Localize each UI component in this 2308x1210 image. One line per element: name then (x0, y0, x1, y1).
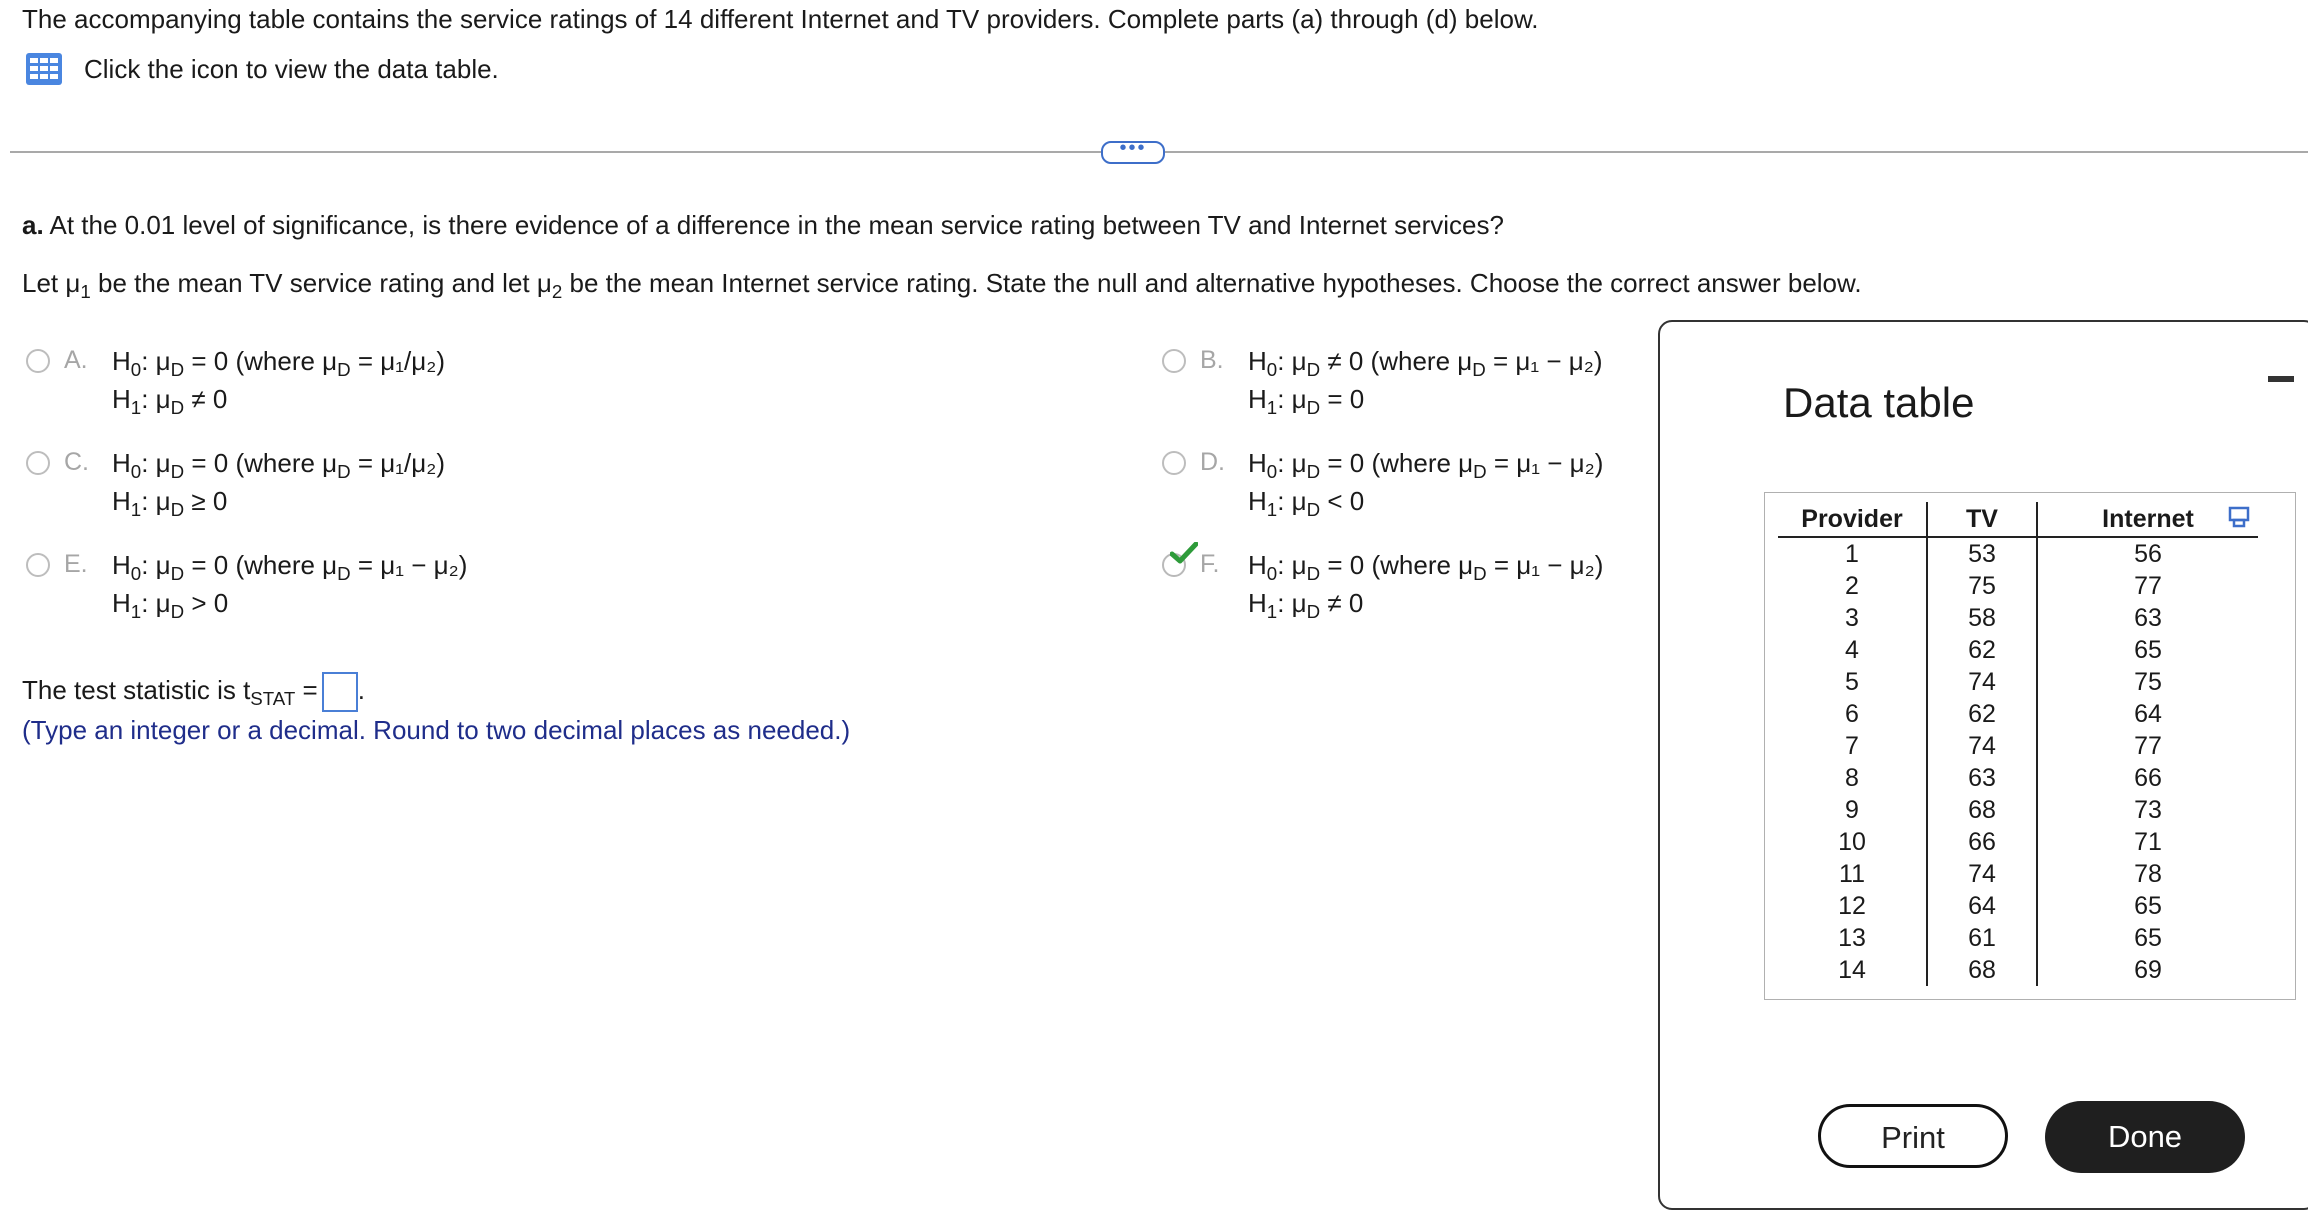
null-hypothesis: $H_0$: $\mu_D = 0$ (where $\mu_D = \mu_1/\mu_2$) (112, 448, 446, 482)
cell-tv: 74 (1927, 666, 2037, 698)
cell-provider: 1 (1778, 537, 1927, 570)
cell-provider: 9 (1778, 794, 1927, 826)
option-letter: C. (64, 448, 89, 476)
cell-tv: 68 (1927, 954, 2037, 986)
cell-tv: 62 (1927, 634, 2037, 666)
cell-tv: 66 (1927, 826, 2037, 858)
intro-text: The accompanying table contains the service ratings of 14 different Internet and TV providers. Complete parts (a) through (d) below. (22, 4, 1539, 34)
table-row (1778, 602, 2258, 634)
alternative-hypothesis: $H_1$: $\mu_D \ne 0$ (112, 384, 228, 418)
cell-internet: 65 (2134, 924, 2162, 952)
panel-title: Data table (1783, 379, 1975, 426)
null-hypothesis: $H_0$: $\mu_D = 0$ (where $\mu_D = \mu_1 - \mu_2$) (112, 550, 468, 584)
cell-provider: 13 (1778, 922, 1927, 954)
header-tv: TV (1927, 502, 2037, 537)
cell-provider: 4 (1778, 634, 1927, 666)
input-hint: (Type an integer or a decimal. Round to two decimal places as needed.) (22, 715, 851, 745)
cell-provider: 8 (1778, 762, 1927, 794)
cell-provider: 12 (1778, 890, 1927, 922)
table-row (1778, 794, 2258, 826)
cell-tv: 63 (1927, 762, 2037, 794)
cell-internet: 56 (2134, 540, 2162, 568)
table-row (1778, 858, 2258, 890)
option-a[interactable] (26, 346, 1106, 426)
cell-provider: 5 (1778, 666, 1927, 698)
cell-internet: 64 (2134, 700, 2162, 728)
part-a-text: At the 0.01 level of significance, is there evidence of a difference in the mean service rating between TV and Internet services? (49, 210, 1504, 240)
option-letter: F. (1200, 550, 1220, 578)
cell-provider: 10 (1778, 826, 1927, 858)
option-d[interactable] (1162, 448, 1662, 528)
cell-tv: 64 (1927, 890, 2037, 922)
cell-internet: 75 (2134, 668, 2162, 696)
hypotheses-instruction: Let $\mu_1$ be the mean TV service rating and let $\mu_2$ be the mean Internet service rating. State the null and alternative hypotheses. Choose the correct answer below. (22, 268, 1862, 302)
alternative-hypothesis: $H_1$: $\mu_D \ne 0$ (1248, 588, 1364, 622)
table-row (1778, 954, 2258, 986)
header-internet: Internet (2037, 502, 2258, 537)
alternative-hypothesis: $H_1$: $\mu_D < 0$ (1248, 486, 1365, 520)
option-letter: E. (64, 550, 88, 578)
option-b-radio[interactable] (1162, 349, 1186, 373)
cell-tv: 74 (1927, 858, 2037, 890)
cell-internet: 66 (2134, 764, 2162, 792)
option-letter: B. (1200, 346, 1224, 374)
view-data-link-text[interactable]: Click the icon to view the data table. (84, 54, 499, 84)
correct-check-icon (1170, 542, 1198, 564)
option-letter: D. (1200, 448, 1225, 476)
cell-internet: 69 (2134, 956, 2162, 984)
cell-provider: 3 (1778, 602, 1927, 634)
cell-tv: 58 (1927, 602, 2037, 634)
cell-tv: 61 (1927, 922, 2037, 954)
table-row (1778, 890, 2258, 922)
cell-internet: 78 (2134, 860, 2162, 888)
part-a-label: a. (22, 210, 44, 240)
table-row (1778, 570, 2258, 602)
cell-internet: 71 (2134, 828, 2162, 856)
cell-tv: 53 (1927, 537, 2037, 570)
test-statistic-prompt: The test statistic is $t_{STAT}$ = . (22, 672, 365, 712)
null-hypothesis: $H_0$: $\mu_D = 0$ (where $\mu_D = \mu_1 - \mu_2$) (1248, 448, 1604, 482)
option-b[interactable] (1162, 346, 1662, 426)
data-table-panel (1658, 320, 2308, 1210)
table-row (1778, 826, 2258, 858)
cell-internet: 65 (2134, 892, 2162, 920)
expand-more-button[interactable]: ••• (1101, 141, 1165, 164)
option-e-radio[interactable] (26, 553, 50, 577)
cell-internet: 73 (2134, 796, 2162, 824)
alternative-hypothesis: $H_1$: $\mu_D > 0$ (112, 588, 229, 622)
alternative-hypothesis: $H_1$: $\mu_D = 0$ (1248, 384, 1365, 418)
cell-provider: 7 (1778, 730, 1927, 762)
table-row (1778, 634, 2258, 666)
table-row (1778, 730, 2258, 762)
test-statistic-input[interactable] (322, 672, 358, 712)
table-row (1778, 922, 2258, 954)
cell-internet: 63 (2134, 604, 2162, 632)
minimize-icon[interactable] (2268, 376, 2294, 382)
table-row (1778, 762, 2258, 794)
option-letter: A. (64, 346, 88, 374)
cell-provider: 11 (1778, 858, 1927, 890)
data-table (1778, 502, 2258, 986)
alternative-hypothesis: $H_1$: $\mu_D \ge 0$ (112, 486, 228, 520)
option-d-radio[interactable] (1162, 451, 1186, 475)
cell-tv: 68 (1927, 794, 2037, 826)
option-f[interactable] (1162, 550, 1662, 630)
option-c-radio[interactable] (26, 451, 50, 475)
cell-provider: 2 (1778, 570, 1927, 602)
cell-internet: 77 (2134, 572, 2162, 600)
table-row (1778, 537, 2258, 570)
null-hypothesis: $H_0$: $\mu_D = 0$ (where $\mu_D = \mu_1 - \mu_2$) (1248, 550, 1604, 584)
option-a-radio[interactable] (26, 349, 50, 373)
option-e[interactable] (26, 550, 1106, 630)
done-button[interactable]: Done (2045, 1101, 2245, 1173)
table-row (1778, 666, 2258, 698)
cell-internet: 77 (2134, 732, 2162, 760)
table-row (1778, 698, 2258, 730)
print-button[interactable]: Print (1818, 1104, 2008, 1168)
header-provider: Provider (1778, 502, 1927, 537)
cell-tv: 74 (1927, 730, 2037, 762)
null-hypothesis: $H_0$: $\mu_D \ne 0$ (where $\mu_D = \mu_1 - \mu_2$) (1248, 346, 1603, 380)
table-grid-icon[interactable] (26, 53, 62, 85)
cell-provider: 6 (1778, 698, 1927, 730)
view-data-link-row[interactable] (26, 52, 499, 86)
cell-provider: 14 (1778, 954, 1927, 986)
null-hypothesis: $H_0$: $\mu_D = 0$ (where $\mu_D = \mu_1/\mu_2$) (112, 346, 446, 380)
part-a-question (22, 210, 1504, 240)
table-header-row (1778, 502, 2258, 537)
option-c[interactable] (26, 448, 1106, 528)
cell-tv: 75 (1927, 570, 2037, 602)
cell-internet: 65 (2134, 636, 2162, 664)
cell-tv: 62 (1927, 698, 2037, 730)
